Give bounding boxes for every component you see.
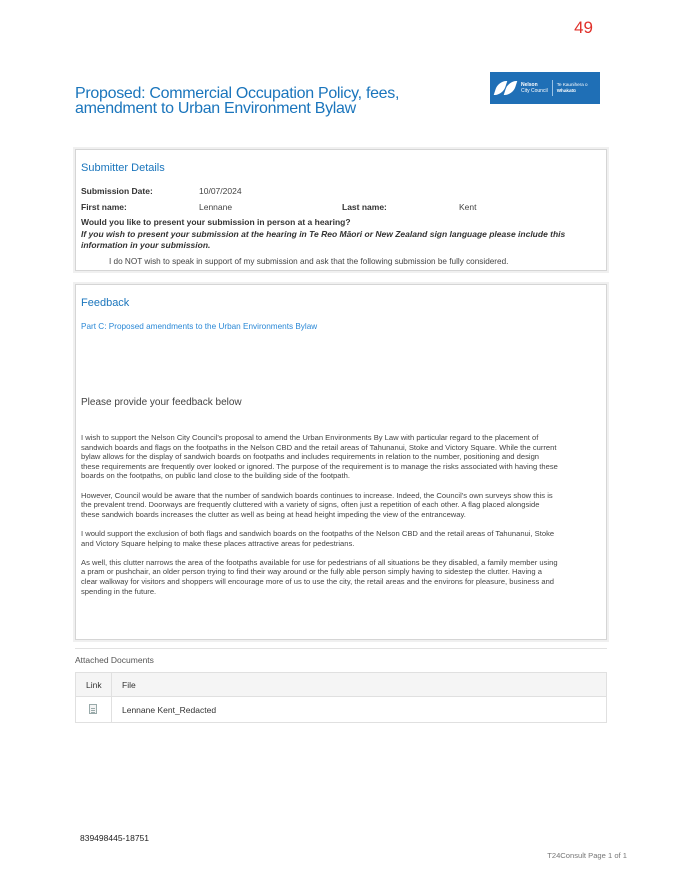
attached-documents-table — [75, 672, 607, 723]
council-logo-icon — [496, 81, 516, 95]
column-header-file: File — [112, 673, 607, 697]
feedback-paragraph: As well, this clutter narrows the area of the footpaths available for use for pedestrians of all situations be they disabled, a family member using a pram or pushchair, an older person trying to find their way around or the fully able person simply having to sidestep the clutter. Having a clear walkway for visitors and shoppers will encourage more of us to use the city, the retail areas and the environs for pleasure, business and spending in the future. — [81, 557, 558, 596]
submission-date-value: 10/07/2024 — [199, 186, 242, 196]
hearing-answer: I do NOT wish to speak in support of my submission and ask that the following submission be fully considered. — [109, 257, 509, 266]
nelson-city-council-logo — [490, 72, 600, 104]
logo-text-line3: Te Kaunihera o — [556, 82, 588, 87]
feedback-part-title: Part C: Proposed amendments to the Urban Environments Bylaw — [81, 322, 318, 331]
feedback-paragraph: However, Council would be aware that the number of sandwich boards continues to increase. Indeed, the Council's own surveys show this is the prevalent trend. Doorways are frequently cluttered with a variety of signs, often just a repetition of each other. A flag placed alongside these sandwich boards increases the clutter as well as being at head height impeding the view of the entranceway. — [81, 490, 553, 519]
logo-divider — [552, 80, 553, 96]
table-row — [76, 697, 607, 723]
logo-text-line2: City Council — [521, 88, 548, 94]
last-name-label: Last name: — [342, 202, 387, 212]
feedback-panel — [75, 284, 607, 640]
hearing-language-note: If you wish to present your submission at the hearing in Te Reo Māori or New Zealand sign language please include this information in your submission. — [81, 229, 566, 250]
first-name-value: Lennane — [199, 202, 233, 212]
logo-text-line1: Nelson — [521, 82, 538, 88]
first-name-label: First name: — [81, 202, 127, 212]
feedback-body — [81, 433, 559, 606]
page-number: 49 — [574, 18, 593, 37]
hearing-question: Would you like to present your submission in person at a hearing? — [81, 217, 351, 227]
feedback-header: Feedback — [81, 297, 130, 309]
document-icon[interactable] — [89, 704, 97, 714]
attached-documents-title: Attached Documents — [75, 655, 154, 665]
attachment-link-cell[interactable] — [76, 697, 112, 723]
page-title: Proposed: Commercial Occupation Policy, fees, amendment to Urban Environment Bylaw — [75, 85, 400, 117]
page-footer: T24Consult Page 1 of 1 — [547, 851, 627, 860]
logo-text-line4: Whakatū — [556, 88, 576, 93]
last-name-value: Kent — [459, 202, 477, 212]
submitter-details-header: Submitter Details — [81, 162, 165, 174]
submitter-details-panel — [75, 149, 607, 271]
submission-date-label: Submission Date: — [81, 186, 153, 196]
document-id: 839498445-18751 — [80, 833, 150, 843]
feedback-prompt: Please provide your feedback below — [81, 397, 242, 408]
table-header-row — [76, 673, 607, 697]
attachment-file-name: Lennane Kent_Redacted — [112, 697, 607, 723]
feedback-paragraph: I would support the exclusion of both flags and sandwich boards on the footpaths of the Nelson CBD and the retail areas of Tahunanui, Stoke and Victory Square helping to make these places attractive areas for pedestrians. — [81, 528, 555, 548]
column-header-link: Link — [76, 673, 112, 697]
divider — [75, 648, 607, 649]
feedback-paragraph: I wish to support the Nelson City Council's proposal to amend the Urban Environments By Law with particular regard to the placement of sandwich boards and flags on the footpaths in the Nelson CBD and the retail areas of Tahunanui, Stoke and Victory Square. While the current bylaw allows for the display of sandwich boards on footpaths and includes requirements in relation to the number, positioning and design these requirements are frequently over looked or ignored. The purpose of the requirement is to manage the risks associated with having these boards on the footpaths, on public land close to the building side of the footpath. — [81, 433, 558, 481]
